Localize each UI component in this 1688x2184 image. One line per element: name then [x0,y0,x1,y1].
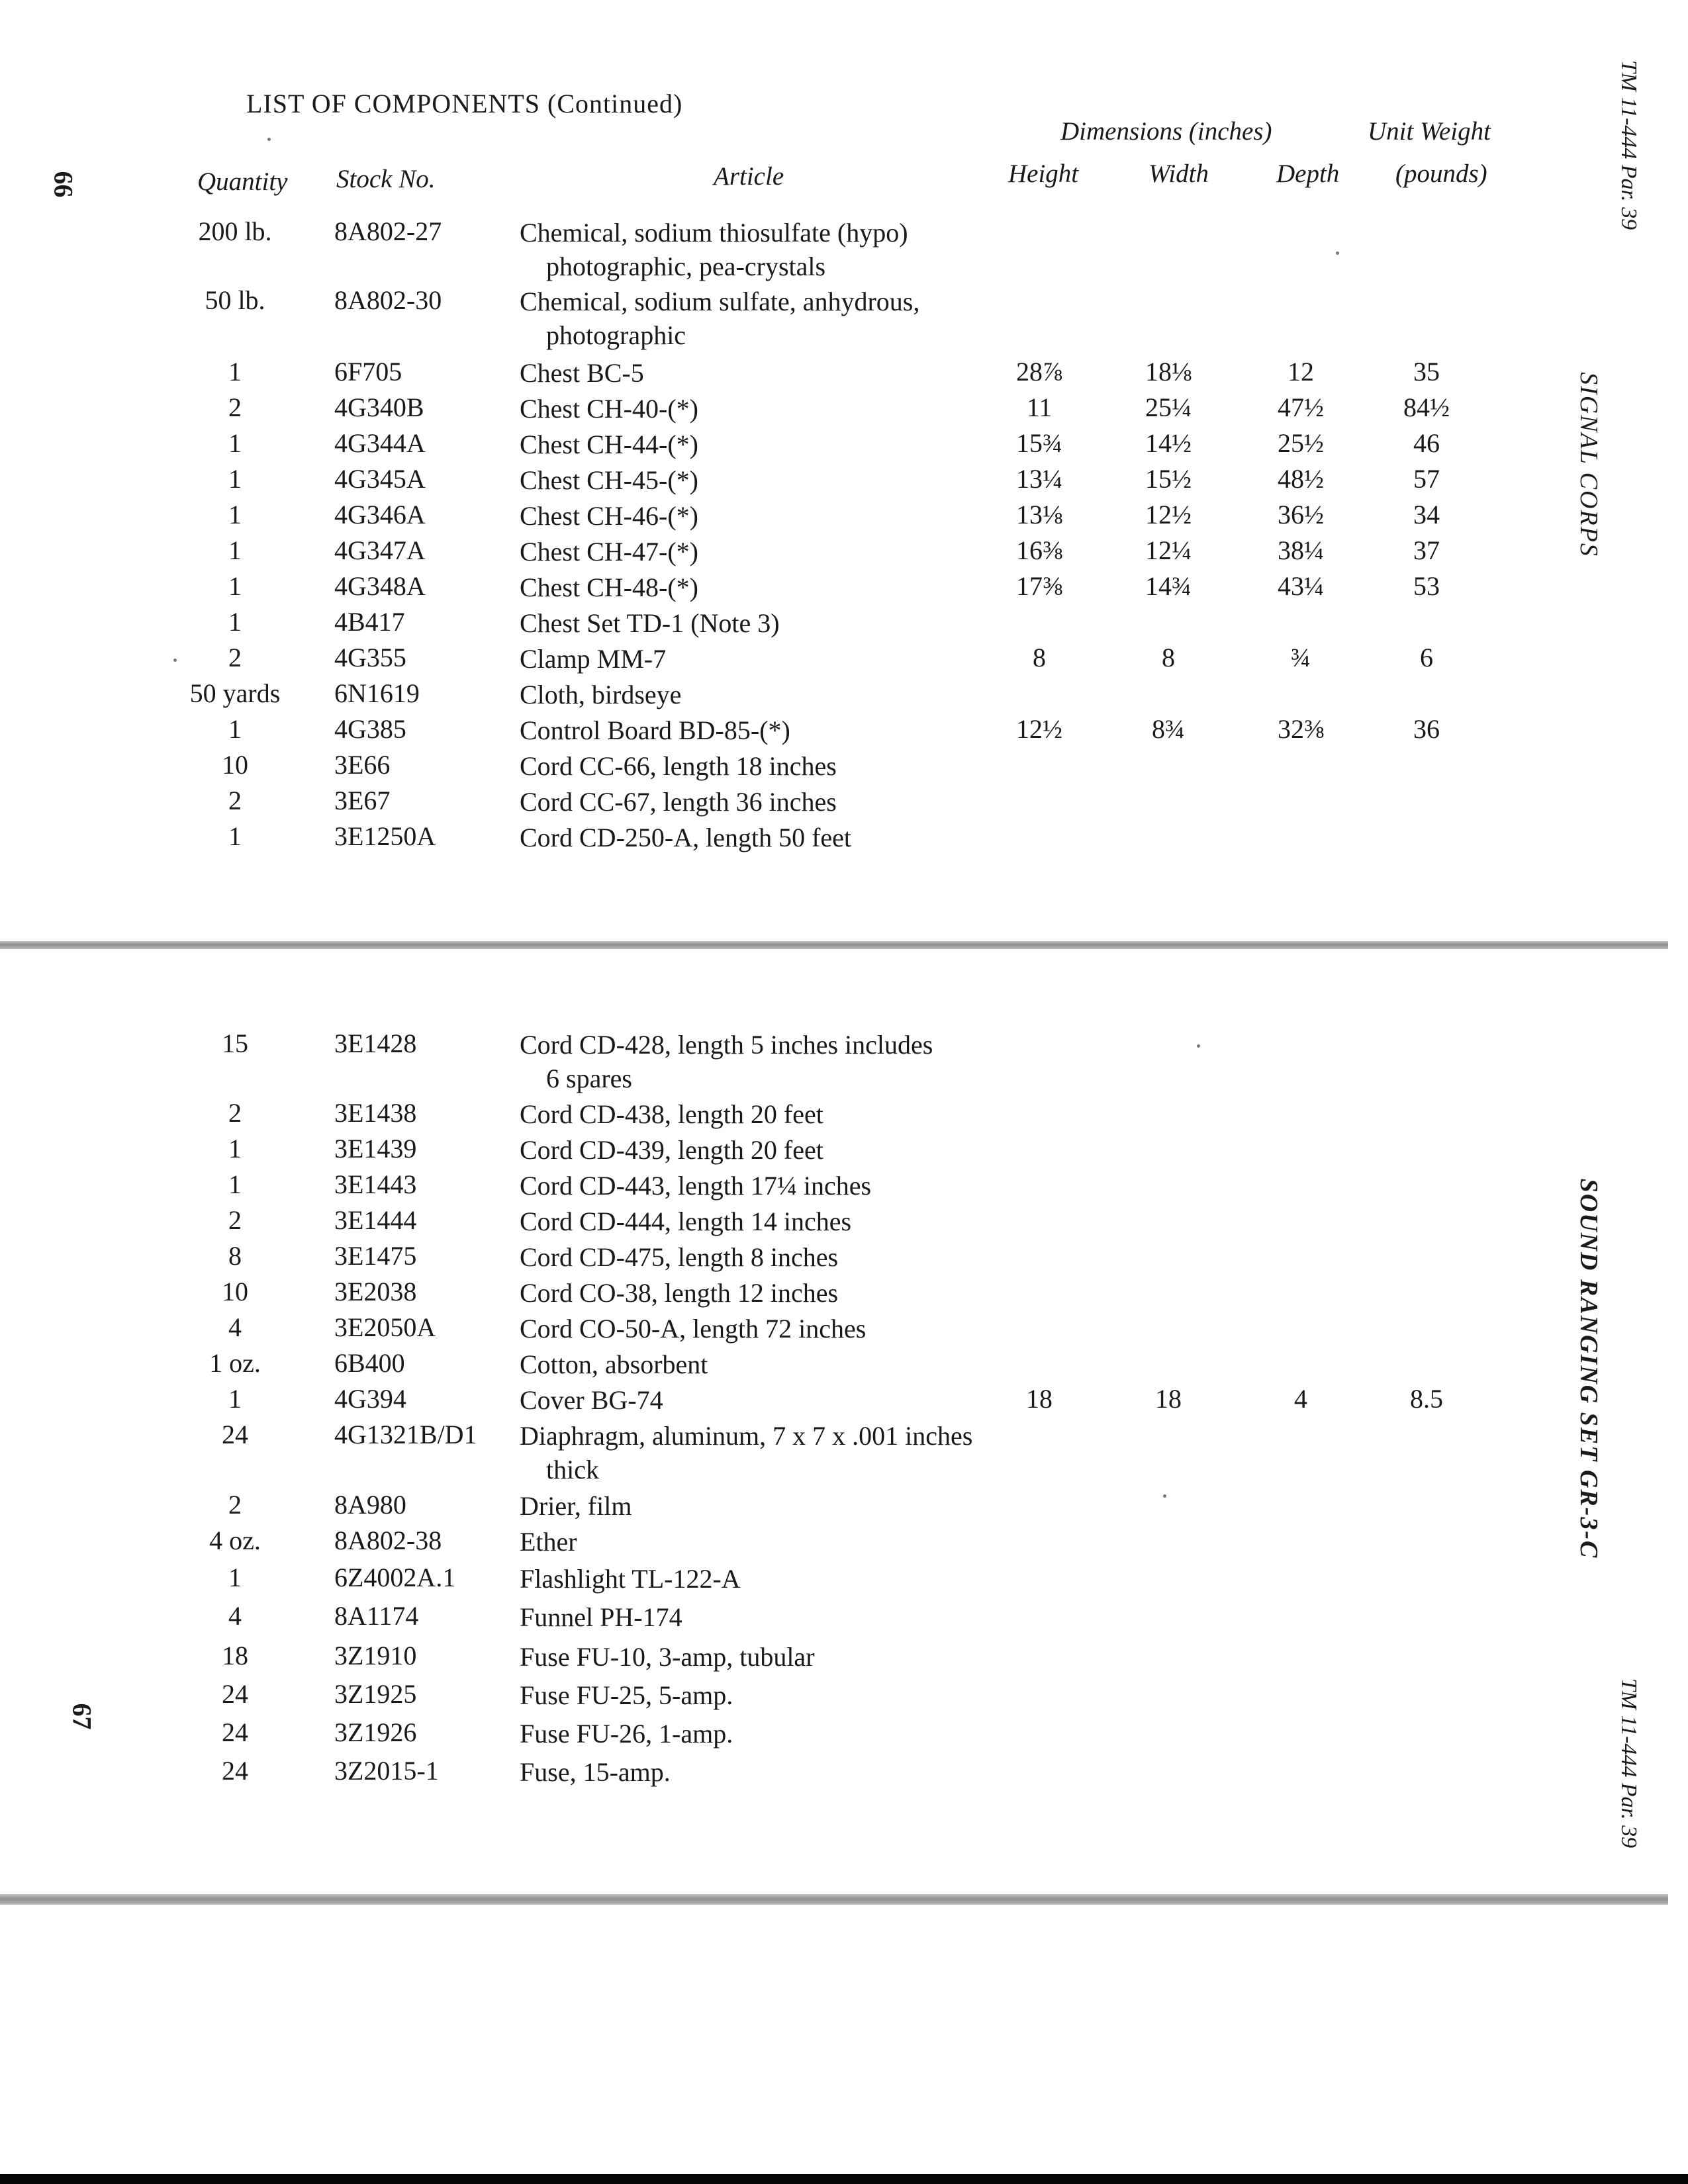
cell-article: Clamp MM-7 [520,644,667,674]
header-dimensions: Dimensions (inches) [1060,117,1272,146]
scan-edge-bar [0,2174,1688,2184]
cell-article: Chest CH-48-(*) [520,572,698,602]
cell-width: 8 [1162,643,1175,672]
cell-height: 17⅜ [1016,571,1062,601]
cell-article: Cord CD-444, length 14 inches [520,1206,852,1236]
article-line-cont: thick [546,1455,599,1484]
cell-stock: 4G348A [334,571,426,601]
cell-qty: 2 [228,1098,242,1128]
cell-article: Cord CC-67, length 36 inches [520,787,837,817]
article-line-cont: photographic, pea-crystals [546,251,826,281]
cell-stock: 3E2038 [334,1277,417,1306]
cell-height: 15¾ [1016,428,1062,458]
cell-weight: 34 [1413,500,1440,529]
cell-article: Chest CH-40-(*) [520,394,698,424]
running-header-top: TM 11-444 Par. 39 [1617,60,1641,230]
cell-qty: 2 [228,1490,242,1520]
cell-qty: 4 [228,1312,242,1342]
cell-stock: 4G394 [334,1384,406,1414]
cell-weight: 6 [1420,643,1433,672]
cell-article: Control Board BD-85-(*) [520,715,790,745]
cell-qty: 200 lb. [198,216,272,246]
cell-qty: 2 [228,643,242,672]
article-line: Diaphragm, aluminum, 7 x 7 x .001 inches [520,1421,973,1451]
cell-stock: 3Z1910 [334,1641,417,1670]
running-header-bottom: TM 11-444 Par. 39 [1617,1678,1641,1848]
cell-depth: 38¼ [1278,535,1324,565]
cell-qty: 2 [228,1205,242,1235]
scan-speck [173,659,177,662]
cell-qty: 1 oz. [209,1348,261,1378]
cell-qty: 1 [228,821,242,851]
cell-article: Cord CC-66, length 18 inches [520,751,837,781]
cell-qty: 1 [228,357,242,387]
cell-stock: 3Z1925 [334,1679,417,1709]
cell-qty: 1 [228,1134,242,1163]
cell-stock: 6Z4002A.1 [334,1563,456,1592]
cell-height: 13⅛ [1016,500,1062,529]
cell-qty: 4 [228,1601,242,1631]
cell-stock: 4G340B [334,392,424,422]
header-stock: Stock No. [336,165,436,193]
cell-depth: 43¼ [1278,571,1324,601]
page-divider [0,941,1668,949]
cell-stock: 4G385 [334,714,406,744]
cell-depth: ¾ [1291,643,1311,672]
cell-stock: 6F705 [334,357,402,387]
cell-qty: 50 yards [189,678,281,708]
side-label-sound-ranging: SOUND RANGING SET GR-3-C [1575,1178,1603,1559]
cell-qty: 1 [228,535,242,565]
cell-stock: 3E1443 [334,1169,417,1199]
cell-stock: 8A802-38 [334,1525,442,1555]
scan-speck [267,138,271,141]
cell-depth: 32⅜ [1278,714,1324,744]
cell-article: Cloth, birdseye [520,680,682,709]
cell-stock: 3Z1926 [334,1717,417,1747]
cell-qty: 18 [222,1641,248,1670]
cell-stock: 8A1174 [334,1601,419,1631]
header-depth: Depth [1276,159,1340,188]
cell-article: Cord CD-443, length 17¼ inches [520,1171,872,1201]
cell-stock: 4G1321B/D1 [334,1420,477,1449]
cell-depth: 48½ [1278,464,1324,494]
cell-qty: 1 [228,1169,242,1199]
cell-qty: 1 [228,464,242,494]
header-width: Width [1149,159,1209,188]
cell-stock: 4G344A [334,428,426,458]
cell-article: Fuse FU-25, 5-amp. [520,1680,733,1710]
cell-article: Flashlight TL-122-A [520,1564,741,1594]
cell-stock: 4G345A [334,464,426,494]
cell-qty: 10 [222,1277,248,1306]
cell-qty: 1 [228,428,242,458]
cell-depth: 4 [1294,1384,1307,1414]
cell-stock: 3Z2015-1 [334,1756,439,1786]
cell-width: 14¾ [1145,571,1192,601]
cell-qty: 1 [228,500,242,529]
cell-article: Cord CD-475, length 8 inches [520,1242,839,1272]
page-bottom-rule [0,1894,1668,1905]
cell-weight: 57 [1413,464,1440,494]
cell-article: Cord CD-438, length 20 feet [520,1099,823,1129]
side-label-signal-corps: SIGNAL CORPS [1575,372,1603,557]
article-line-cont: photographic [546,320,686,350]
cell-depth: 12 [1288,357,1314,387]
cell-depth: 36½ [1278,500,1324,529]
cell-weight: 53 [1413,571,1440,601]
cell-width: 15½ [1145,464,1192,494]
page-number-upper: 66 [48,171,79,198]
cell-article [520,1419,972,1486]
cell-article: Fuse FU-26, 1-amp. [520,1719,733,1749]
cell-stock: 3E1444 [334,1205,417,1235]
cell-width: 14½ [1145,428,1192,458]
cell-article: Funnel PH-174 [520,1602,682,1632]
cell-weight: 36 [1413,714,1440,744]
cell-article: Cord CD-439, length 20 feet [520,1135,823,1165]
cell-width: 8¾ [1152,714,1185,744]
cell-article: Fuse FU-10, 3-amp, tubular [520,1642,815,1672]
cell-width: 12½ [1145,500,1192,529]
cell-article: Cord CO-38, length 12 inches [520,1278,839,1308]
cell-article: Chest BC-5 [520,358,644,388]
cell-qty: 1 [228,607,242,637]
header-article: Article [714,162,784,191]
cell-width: 18⅛ [1145,357,1192,387]
cell-article [520,1028,933,1095]
article-line: Cord CD-428, length 5 inches includes [520,1030,933,1060]
cell-stock: 4B417 [334,607,405,637]
cell-qty: 8 [228,1241,242,1271]
header-pounds: (pounds) [1395,159,1487,188]
cell-stock: 6B400 [334,1348,405,1378]
cell-weight: 37 [1413,535,1440,565]
cell-article: Drier, film [520,1491,632,1521]
scan-speck [1197,1044,1200,1048]
cell-article: Chest CH-46-(*) [520,501,698,531]
cell-qty: 2 [228,392,242,422]
cell-qty: 24 [222,1420,248,1449]
cell-stock: 8A802-30 [334,285,442,315]
cell-qty: 2 [228,786,242,815]
scan-speck [1336,251,1339,255]
cell-width: 18 [1155,1384,1182,1414]
cell-article: Chest CH-44-(*) [520,430,698,459]
cell-depth: 47½ [1278,392,1324,422]
cell-stock: 8A802-27 [334,216,442,246]
cell-qty: 24 [222,1717,248,1747]
cell-stock: 3E1250A [334,821,436,851]
cell-height: 13¼ [1016,464,1062,494]
cell-stock: 4G346A [334,500,426,529]
cell-article [520,216,908,283]
page-number-lower: 67 [67,1703,97,1730]
cell-weight: 84½ [1403,392,1450,422]
cell-qty: 4 oz. [209,1525,261,1555]
cell-height: 18 [1026,1384,1053,1414]
header-quantity: Quantity [197,167,288,196]
cell-article: Chest CH-47-(*) [520,537,698,567]
cell-qty: 1 [228,714,242,744]
cell-qty: 15 [222,1028,248,1058]
page-title: LIST OF COMPONENTS (Continued) [246,89,683,118]
cell-stock: 3E1438 [334,1098,417,1128]
cell-qty: 1 [228,1563,242,1592]
cell-height: 11 [1026,392,1053,422]
cell-qty: 1 [228,571,242,601]
cell-article: Cotton, absorbent [520,1349,708,1379]
cell-article [520,285,919,352]
cell-depth: 25½ [1278,428,1324,458]
cell-weight: 46 [1413,428,1440,458]
cell-height: 12½ [1016,714,1062,744]
cell-qty: 24 [222,1679,248,1709]
cell-stock: 4G355 [334,643,406,672]
cell-stock: 4G347A [334,535,426,565]
cell-stock: 3E1428 [334,1028,417,1058]
cell-stock: 3E66 [334,750,391,780]
cell-stock: 6N1619 [334,678,420,708]
cell-stock: 3E2050A [334,1312,436,1342]
cell-article: Cord CO-50-A, length 72 inches [520,1314,867,1343]
cell-height: 28⅞ [1016,357,1062,387]
cell-stock: 8A980 [334,1490,406,1520]
cell-qty: 50 lb. [205,285,265,315]
cell-stock: 3E1439 [334,1134,417,1163]
cell-article: Ether [520,1527,577,1557]
header-unit-weight: Unit Weight [1368,117,1491,146]
cell-stock: 3E1475 [334,1241,417,1271]
article-line: Chemical, sodium thiosulfate (hypo) [520,218,908,248]
cell-height: 8 [1033,643,1046,672]
cell-article: Cord CD-250-A, length 50 feet [520,823,852,852]
cell-weight: 35 [1413,357,1440,387]
cell-qty: 10 [222,750,248,780]
cell-width: 25¼ [1145,392,1192,422]
article-line-cont: 6 spares [546,1064,632,1093]
cell-qty: 1 [228,1384,242,1414]
cell-article: Fuse, 15-amp. [520,1757,671,1787]
scan-speck [1163,1494,1166,1498]
cell-height: 16⅜ [1016,535,1062,565]
cell-article: Chest CH-45-(*) [520,465,698,495]
article-line: Chemical, sodium sulfate, anhydrous, [520,287,920,316]
header-height: Height [1008,159,1079,188]
cell-weight: 8.5 [1410,1384,1443,1414]
cell-stock: 3E67 [334,786,391,815]
cell-article: Cover BG-74 [520,1385,663,1415]
cell-width: 12¼ [1145,535,1192,565]
cell-qty: 24 [222,1756,248,1786]
cell-article: Chest Set TD-1 (Note 3) [520,608,780,638]
